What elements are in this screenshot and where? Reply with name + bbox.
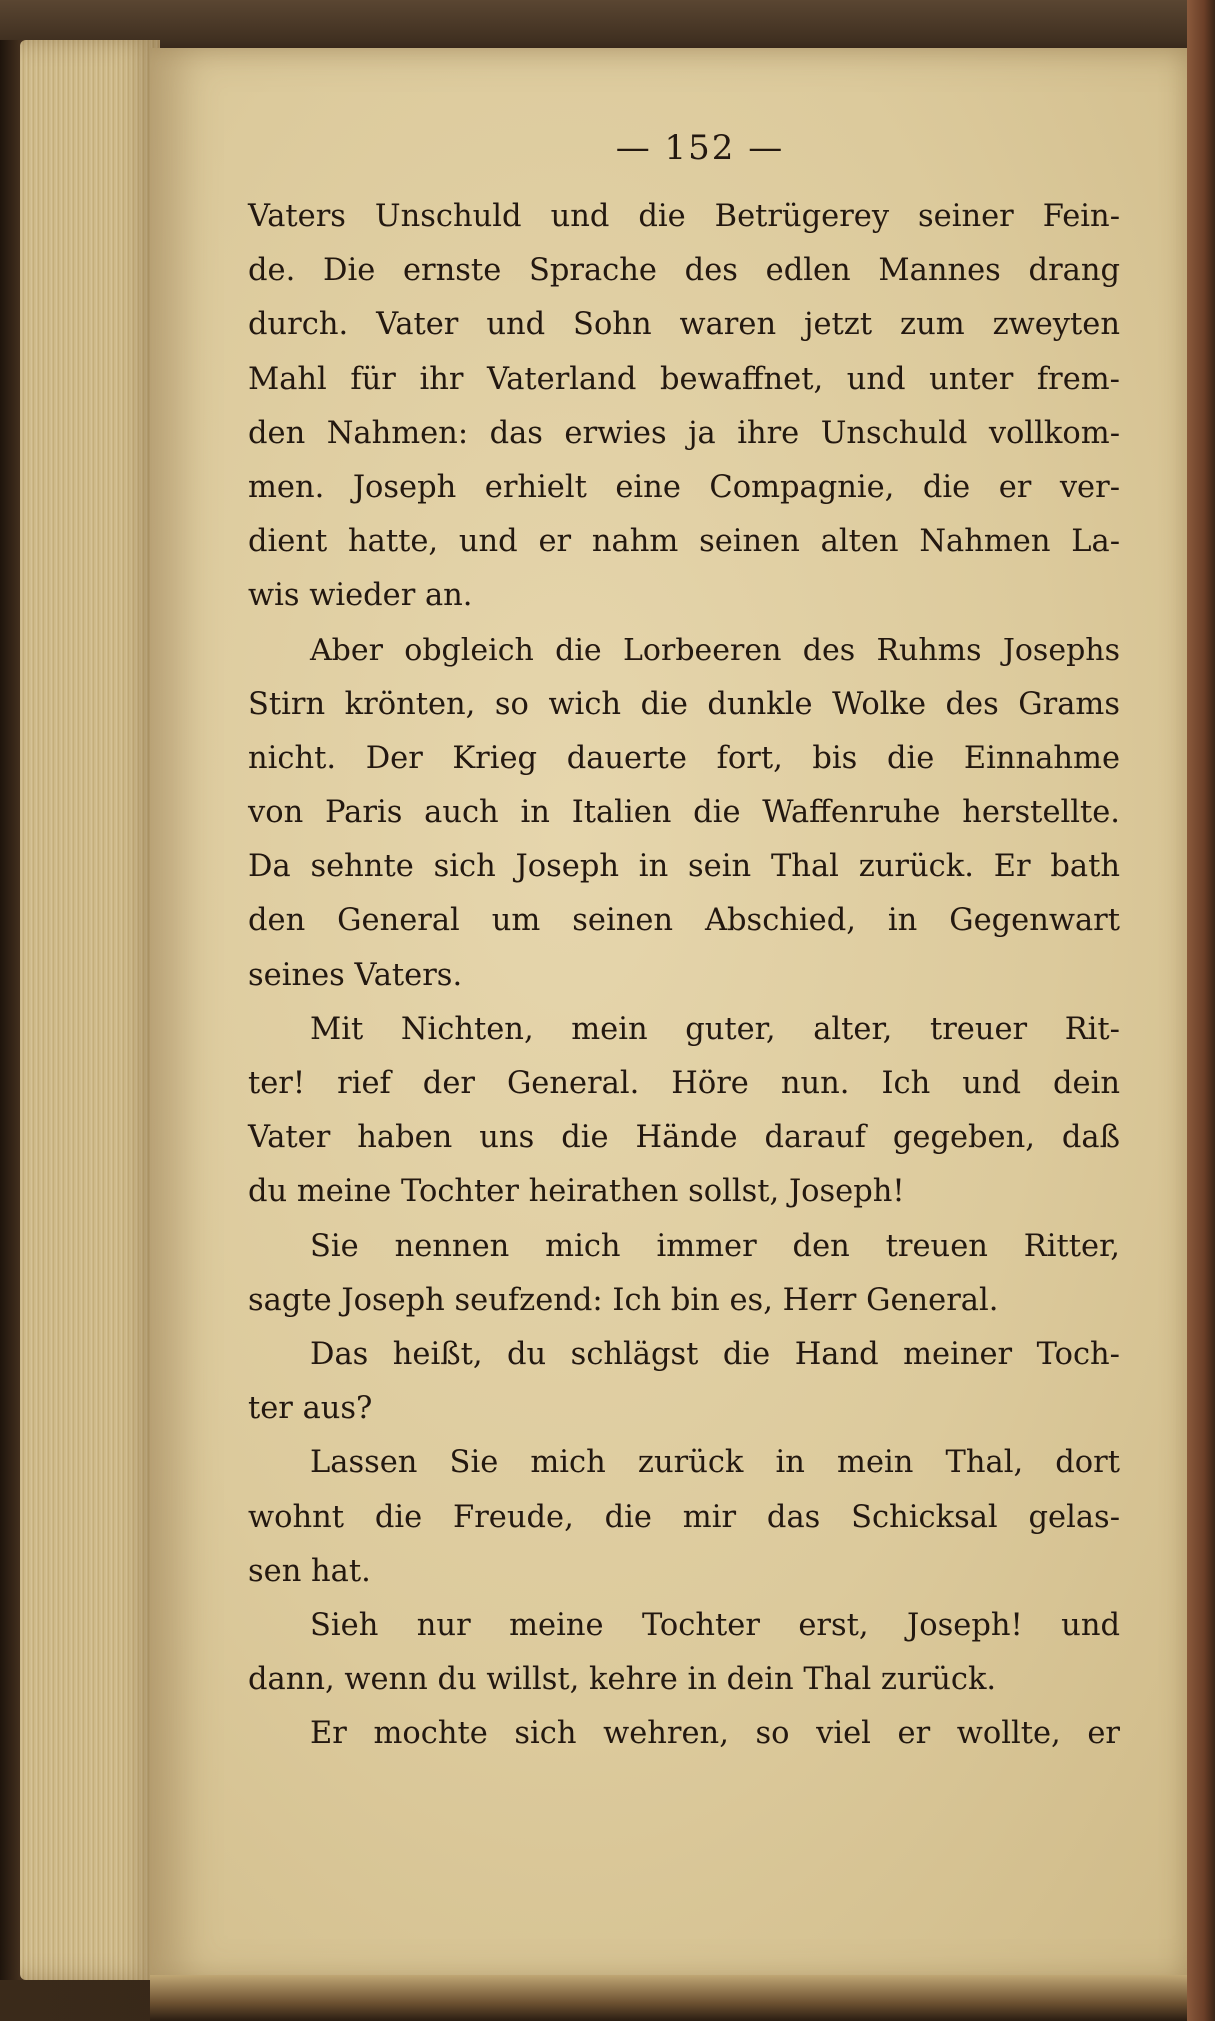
stacked-page-edges (20, 40, 160, 1980)
text-line: Aber obgleich die Lorbeeren des Ruhms Josephs (310, 632, 1120, 668)
text-line: nicht. Der Krieg dauerte fort, bis die Einnahme (248, 740, 1120, 776)
text-line: von Paris auch in Italien die Waffenruhe herstellte. (248, 795, 1120, 831)
text-line: durch. Vater und Sohn waren jetzt zum zweyten (248, 307, 1120, 343)
text-line: Vaters Unschuld und die Betrügerey seiner Fein- (248, 199, 1120, 234)
text-line: sagte Joseph seufzend: Ich bin es, Herr General. (248, 1282, 999, 1318)
text-line: Sieh nur meine Tochter erst, Joseph! und (310, 1607, 1120, 1643)
text-line: seines Vaters. (248, 957, 463, 993)
text-line: Er mochte sich wehren, so viel er wollte, er (310, 1716, 1120, 1752)
text-line: den General um seinen Abschied, in Gegenwart (248, 903, 1120, 939)
text-line: Sie nennen mich immer den treuen Ritter, (310, 1228, 1120, 1264)
page-number: — 152 — (615, 128, 785, 168)
text-line: de. Die ernste Sprache des edlen Mannes drang (248, 253, 1120, 289)
text-line: Vater haben uns die Hände darauf gegeben, daß (248, 1120, 1120, 1156)
text-line: Das heißt, du schlägst die Hand meiner Toch- (310, 1336, 1120, 1372)
text-line: men. Joseph erhielt eine Compagnie, die er ver- (248, 469, 1120, 505)
text-line: wis wieder an. (248, 578, 473, 614)
text-line: Mit Nichten, mein guter, alter, treuer Rit- (310, 1011, 1120, 1047)
text-line: Lassen Sie mich zurück in mein Thal, dort (310, 1445, 1120, 1481)
text-line: Mahl für ihr Vaterland bewaffnet, und unter frem- (248, 361, 1120, 397)
text-line: den Nahmen: das erwies ja ihre Unschuld vollkom- (248, 415, 1120, 451)
text-line: dann, wenn du willst, kehre in dein Thal zurück. (248, 1662, 997, 1698)
text-line: du meine Tochter heirathen sollst, Joseph! (248, 1174, 905, 1210)
text-line: sen hat. (248, 1553, 371, 1589)
book-bottom-edge (150, 1975, 1190, 2021)
text-line: dient hatte, und er nahm seinen alten Nahmen La- (248, 524, 1120, 560)
book-cover-right-edge (1187, 0, 1215, 2021)
text-line: Da sehnte sich Joseph in sein Thal zurück. Er bath (248, 849, 1120, 885)
text-line: ter! rief der General. Höre nun. Ich und dein (248, 1066, 1120, 1101)
body-text (248, 190, 1120, 1761)
text-line: ter aus? (248, 1391, 373, 1427)
text-line: Stirn krönten, so wich die dunkle Wolke des Grams (248, 686, 1120, 722)
text-line: wohnt die Freude, die mir das Schicksal gelas- (248, 1499, 1120, 1535)
